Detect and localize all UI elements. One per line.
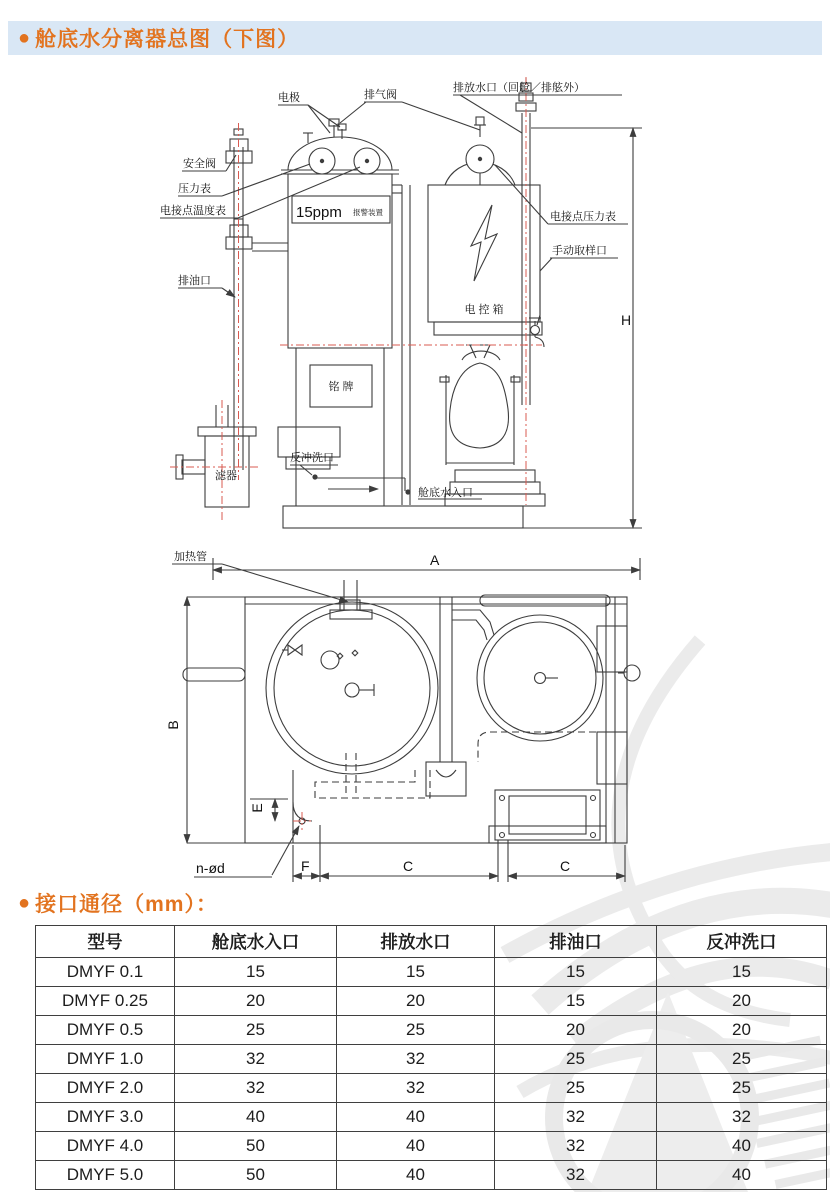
size-cell: 20 xyxy=(175,987,337,1016)
size-cell: 32 xyxy=(175,1045,337,1074)
size-cell: 15 xyxy=(495,987,657,1016)
size-cell: 20 xyxy=(495,1016,657,1045)
size-cell: 15 xyxy=(175,958,337,987)
model-cell: DMYF 5.0 xyxy=(36,1161,175,1190)
label-manual-sample-port: 手动取样口 xyxy=(552,245,607,257)
col-header-3: 排放水口 xyxy=(337,926,495,958)
size-cell: 50 xyxy=(175,1161,337,1190)
model-cell: DMYF 0.5 xyxy=(36,1016,175,1045)
dim-c1: C xyxy=(403,858,414,874)
model-cell: DMYF 1.0 xyxy=(36,1045,175,1074)
size-cell: 32 xyxy=(337,1074,495,1103)
label-bolt-holes: n-ød xyxy=(196,860,225,876)
label-air-valve: 排气阀 xyxy=(364,89,397,101)
dim-c2: C xyxy=(560,858,571,874)
dim-a: A xyxy=(430,552,440,568)
dim-f: F xyxy=(301,858,310,874)
size-cell: 32 xyxy=(657,1103,827,1132)
table-row xyxy=(36,1074,827,1103)
table-row xyxy=(36,1103,827,1132)
size-cell: 40 xyxy=(337,1132,495,1161)
col-header-1: 型号 xyxy=(36,926,175,958)
size-cell: 25 xyxy=(495,1074,657,1103)
label-control-box: 电 控 箱 xyxy=(464,304,504,316)
table-header-row xyxy=(36,926,827,958)
label-contact-pressure-gauge: 电接点压力表 xyxy=(550,211,616,223)
size-cell: 25 xyxy=(657,1074,827,1103)
model-cell: DMYF 0.1 xyxy=(36,958,175,987)
model-cell: DMYF 0.25 xyxy=(36,987,175,1016)
size-cell: 20 xyxy=(657,1016,827,1045)
label-nameplate: 铭 牌 xyxy=(328,381,354,393)
size-cell: 40 xyxy=(175,1103,337,1132)
label-oil-outlet: 排油口 xyxy=(178,275,211,287)
size-cell: 40 xyxy=(337,1103,495,1132)
size-cell: 25 xyxy=(657,1045,827,1074)
model-cell: DMYF 3.0 xyxy=(36,1103,175,1132)
label-filter: 滤器 xyxy=(215,470,237,482)
col-header-5: 反冲洗口 xyxy=(657,926,827,958)
label-alarm-device: 报警装置 xyxy=(353,208,383,217)
label-pressure-gauge: 压力表 xyxy=(178,183,211,195)
label-drain-outlet: 排放水口（回舱／排舷外） xyxy=(453,82,585,94)
label-backwash-port: 反冲洗口 xyxy=(290,452,334,464)
size-cell: 40 xyxy=(337,1161,495,1190)
size-cell: 32 xyxy=(337,1045,495,1074)
bullet-icon: ● xyxy=(18,892,31,914)
table-row xyxy=(36,987,827,1016)
size-cell: 20 xyxy=(337,987,495,1016)
label-safety-valve: 安全阀 xyxy=(183,158,216,170)
size-cell: 50 xyxy=(175,1132,337,1161)
label-heating-pipe: 加热管 xyxy=(174,551,207,563)
dim-e: E xyxy=(249,803,265,813)
section-header-table xyxy=(8,886,218,920)
size-cell: 15 xyxy=(495,958,657,987)
model-cell: DMYF 2.0 xyxy=(36,1074,175,1103)
size-cell: 32 xyxy=(175,1074,337,1103)
table-section-title: 接口通径（mm）： xyxy=(35,893,218,916)
port-size-table xyxy=(35,925,827,1190)
model-cell: DMYF 4.0 xyxy=(36,1132,175,1161)
top-view-diagram xyxy=(160,540,660,890)
dim-h: H xyxy=(621,312,632,328)
size-cell: 40 xyxy=(657,1161,827,1190)
table-row xyxy=(36,1016,827,1045)
front-view-diagram xyxy=(150,75,670,545)
table-row xyxy=(36,1045,827,1074)
size-cell: 15 xyxy=(657,958,827,987)
col-header-2: 舱底水入口 xyxy=(175,926,337,958)
size-cell: 25 xyxy=(175,1016,337,1045)
table-row xyxy=(36,958,827,987)
label-bilge-inlet: 舱底水入口 xyxy=(418,487,473,499)
dim-b: B xyxy=(165,720,181,730)
size-cell: 40 xyxy=(657,1132,827,1161)
size-cell: 20 xyxy=(657,987,827,1016)
table-row xyxy=(36,1161,827,1190)
size-cell: 25 xyxy=(337,1016,495,1045)
size-cell: 32 xyxy=(495,1132,657,1161)
diagram-section-title: 舱底水分离器总图（下图） xyxy=(35,28,300,51)
section-header-diagram xyxy=(8,21,822,55)
size-cell: 25 xyxy=(495,1045,657,1074)
label-15ppm: 15ppm xyxy=(296,204,342,221)
size-cell: 32 xyxy=(495,1161,657,1190)
size-cell: 15 xyxy=(337,958,495,987)
size-cell: 32 xyxy=(495,1103,657,1132)
label-contact-thermometer: 电接点温度表 xyxy=(160,205,226,217)
label-electrode: 电极 xyxy=(278,92,300,104)
table-row xyxy=(36,1132,827,1161)
bullet-icon: ● xyxy=(18,27,31,49)
col-header-4: 排油口 xyxy=(495,926,657,958)
